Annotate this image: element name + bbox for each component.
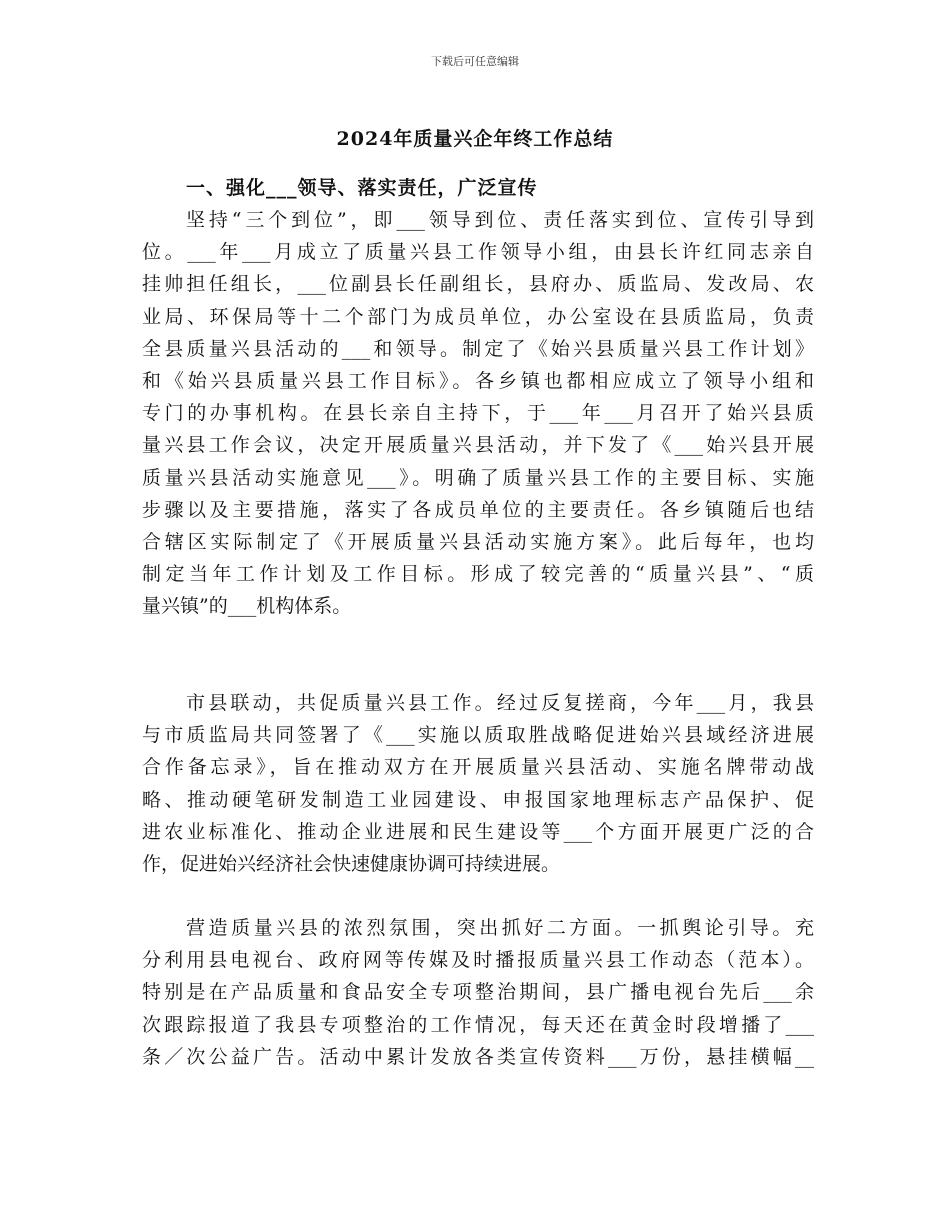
text-line: 合作备忘录》，旨在推动双方在开展质量兴县活动、实施名牌带动战 (142, 756, 814, 779)
section-heading: 一、强化___领导、落实责任，广泛宣传 (186, 177, 538, 199)
text-line: 进农业标准化、推动企业进展和民生建设等___个方面开展更广泛的合 (142, 820, 814, 843)
text-line: 量兴镇”的___机构体系。 (142, 595, 352, 618)
document-title: 2024年质量兴企年终工作总结 (336, 128, 614, 150)
text-line: 步骤以及主要措施，落实了各成员单位的主要责任。各乡镇随后也结 (142, 498, 814, 521)
paragraph-3 (142, 912, 814, 1073)
text-line: 质量兴县活动实施意见___》。明确了质量兴县工作的主要目标、实施 (142, 466, 814, 489)
text-line: 制定当年工作计划及工作目标。形成了较完善的“质量兴县”、“质 (142, 563, 814, 586)
text-line: 量兴县工作会议，决定开展质量兴县活动，并下发了《___始兴县开展 (142, 434, 814, 457)
text-line: 坚持“三个到位”，即___领导到位、责任落实到位、宣传引导到 (186, 209, 814, 231)
text-line: 作，促进始兴经济社会快速健康协调可持续进展。 (142, 852, 561, 875)
text-line: 营造质量兴县的浓烈氛围，突出抓好二方面。一抓舆论引导。充 (186, 917, 814, 939)
text-line: 挂帅担任组长，___位副县长任副组长，县府办、质监局、发改局、农 (142, 273, 814, 296)
text-line: 特别是在产品质量和食品安全专项整治期间，县广播电视台先后___余 (142, 981, 814, 1004)
paragraph-2 (142, 687, 814, 880)
page-header-note: 下载后可任意编辑 (431, 55, 519, 68)
text-line: 与市质监局共同签署了《___实施以质取胜战略促进始兴县域经济进展 (142, 724, 814, 747)
text-line: 市县联动，共促质量兴县工作。经过反复搓商，今年___月，我县 (186, 692, 814, 714)
paragraph-1 (142, 204, 814, 622)
text-line: 专门的办事机构。在县长亲自主持下，于___年___月召开了始兴县质 (142, 402, 814, 425)
text-line: 位。___年___月成立了质量兴县工作领导小组，由县长许红同志亲自 (142, 241, 814, 264)
text-line: 条／次公益广告。活动中累计发放各类宣传资料___万份，悬挂横幅__ (142, 1045, 814, 1068)
text-line: 全县质量兴县活动的___和领导。制定了《始兴县质量兴县工作计划》 (142, 337, 814, 360)
text-line: 合辖区实际制定了《开展质量兴县活动实施方案》。此后每年，也均 (142, 530, 814, 553)
text-line: 业局、环保局等十二个部门为成员单位，办公室设在县质监局，负责 (142, 305, 814, 328)
text-line: 分利用县电视台、政府网等传媒及时播报质量兴县工作动态（范本）。 (142, 949, 814, 972)
text-line: 次跟踪报道了我县专项整治的工作情况，每天还在黄金时段增播了___ (142, 1013, 814, 1036)
text-line: 和《始兴县质量兴县工作目标》。各乡镇也都相应成立了领导小组和 (142, 369, 814, 392)
text-line: 略、推动硬笔研发制造工业园建设、申报国家地理标志产品保护、促 (142, 788, 814, 811)
